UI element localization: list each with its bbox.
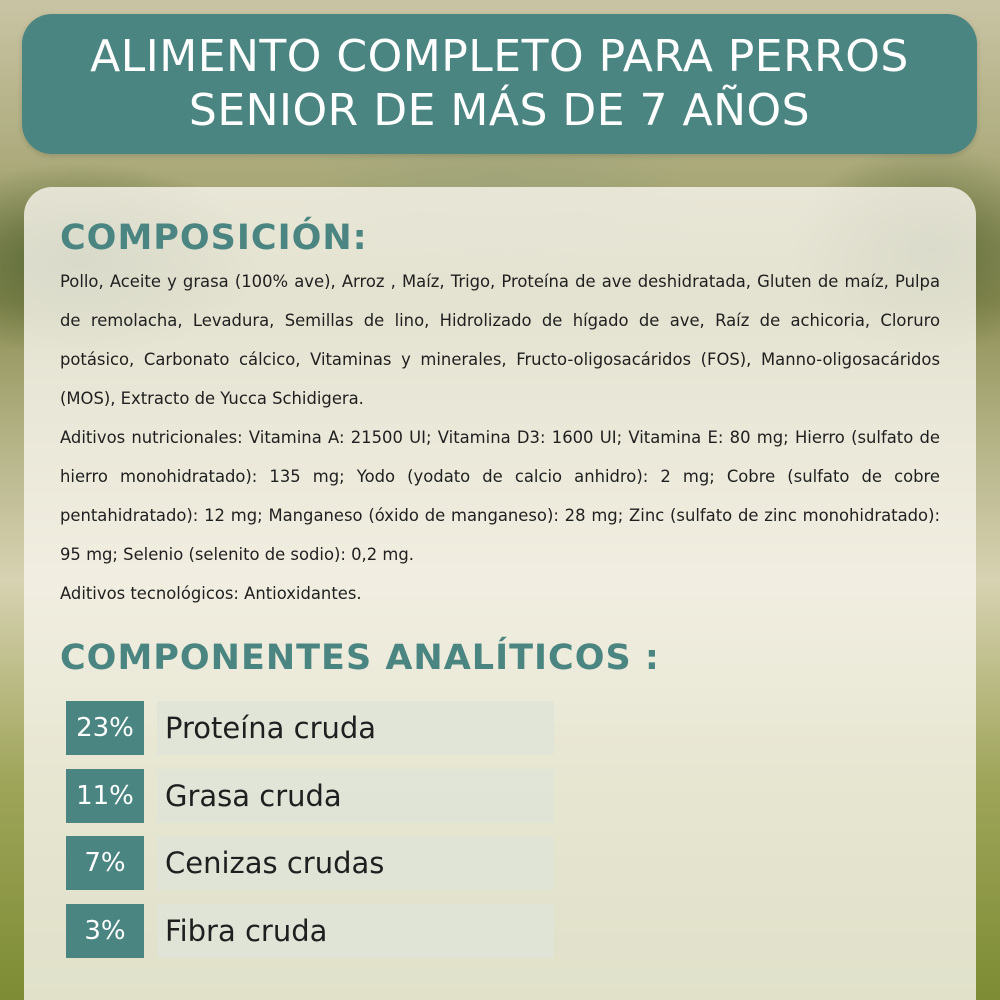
analytic-row-ash [66, 836, 554, 890]
technological-additives-text: Aditivos tecnológicos: Antioxidantes. [60, 584, 362, 603]
nutritional-additives-text: Aditivos nutricionales: Vitamina A: 21500 UI; Vitamina D3: 1600 UI; Vitamina E: 80 mg; Hierro (sulfato de hierro monohidratado): 135 mg; Yodo (yodato de calcio anhidro): 2 mg; Cobre (sulfato de cobre pentahidratado): 12 mg; Manganeso (óxido de manganeso): 28 mg; Zinc (sulfato de zinc monohidratado): 95 mg; Selenio (selenito de sodio): 0,2 mg. [60, 428, 940, 564]
analiticos-heading: COMPONENTES ANALÍTICOS : [60, 638, 660, 678]
percent-badge: 7% [66, 836, 144, 890]
composicion-heading: COMPOSICIÓN: [60, 218, 368, 258]
component-label: Fibra cruda [157, 904, 554, 958]
component-label: Grasa cruda [157, 769, 554, 823]
percent-badge: 11% [66, 769, 144, 823]
title-line-1: ALIMENTO COMPLETO PARA PERROS [90, 31, 909, 82]
title-line-2: SENIOR DE MÁS DE 7 AÑOS [188, 85, 811, 136]
percent-badge: 23% [66, 701, 144, 755]
component-label: Cenizas crudas [157, 836, 554, 890]
percent-badge: 3% [66, 904, 144, 958]
ingredients-text: Pollo, Aceite y grasa (100% ave), Arroz , Maíz, Trigo, Proteína de ave deshidratada, Gluten de maíz, Pulpa de remolacha, Levadura, Semillas de lino, Hidrolizado de hígado de ave, Raíz de achicoria, Cloruro potásico, Carbonato cálcico, Vitaminas y minerales, Fructo-oligosacáridos (FOS), Manno-oligosacáridos (MOS), Extracto de Yucca Schidigera. [60, 272, 940, 408]
component-label: Proteína cruda [157, 701, 554, 755]
title-banner [22, 14, 977, 154]
analytic-row-fat [66, 769, 554, 823]
analytic-row-fiber [66, 904, 554, 958]
analytic-row-protein [66, 701, 554, 755]
